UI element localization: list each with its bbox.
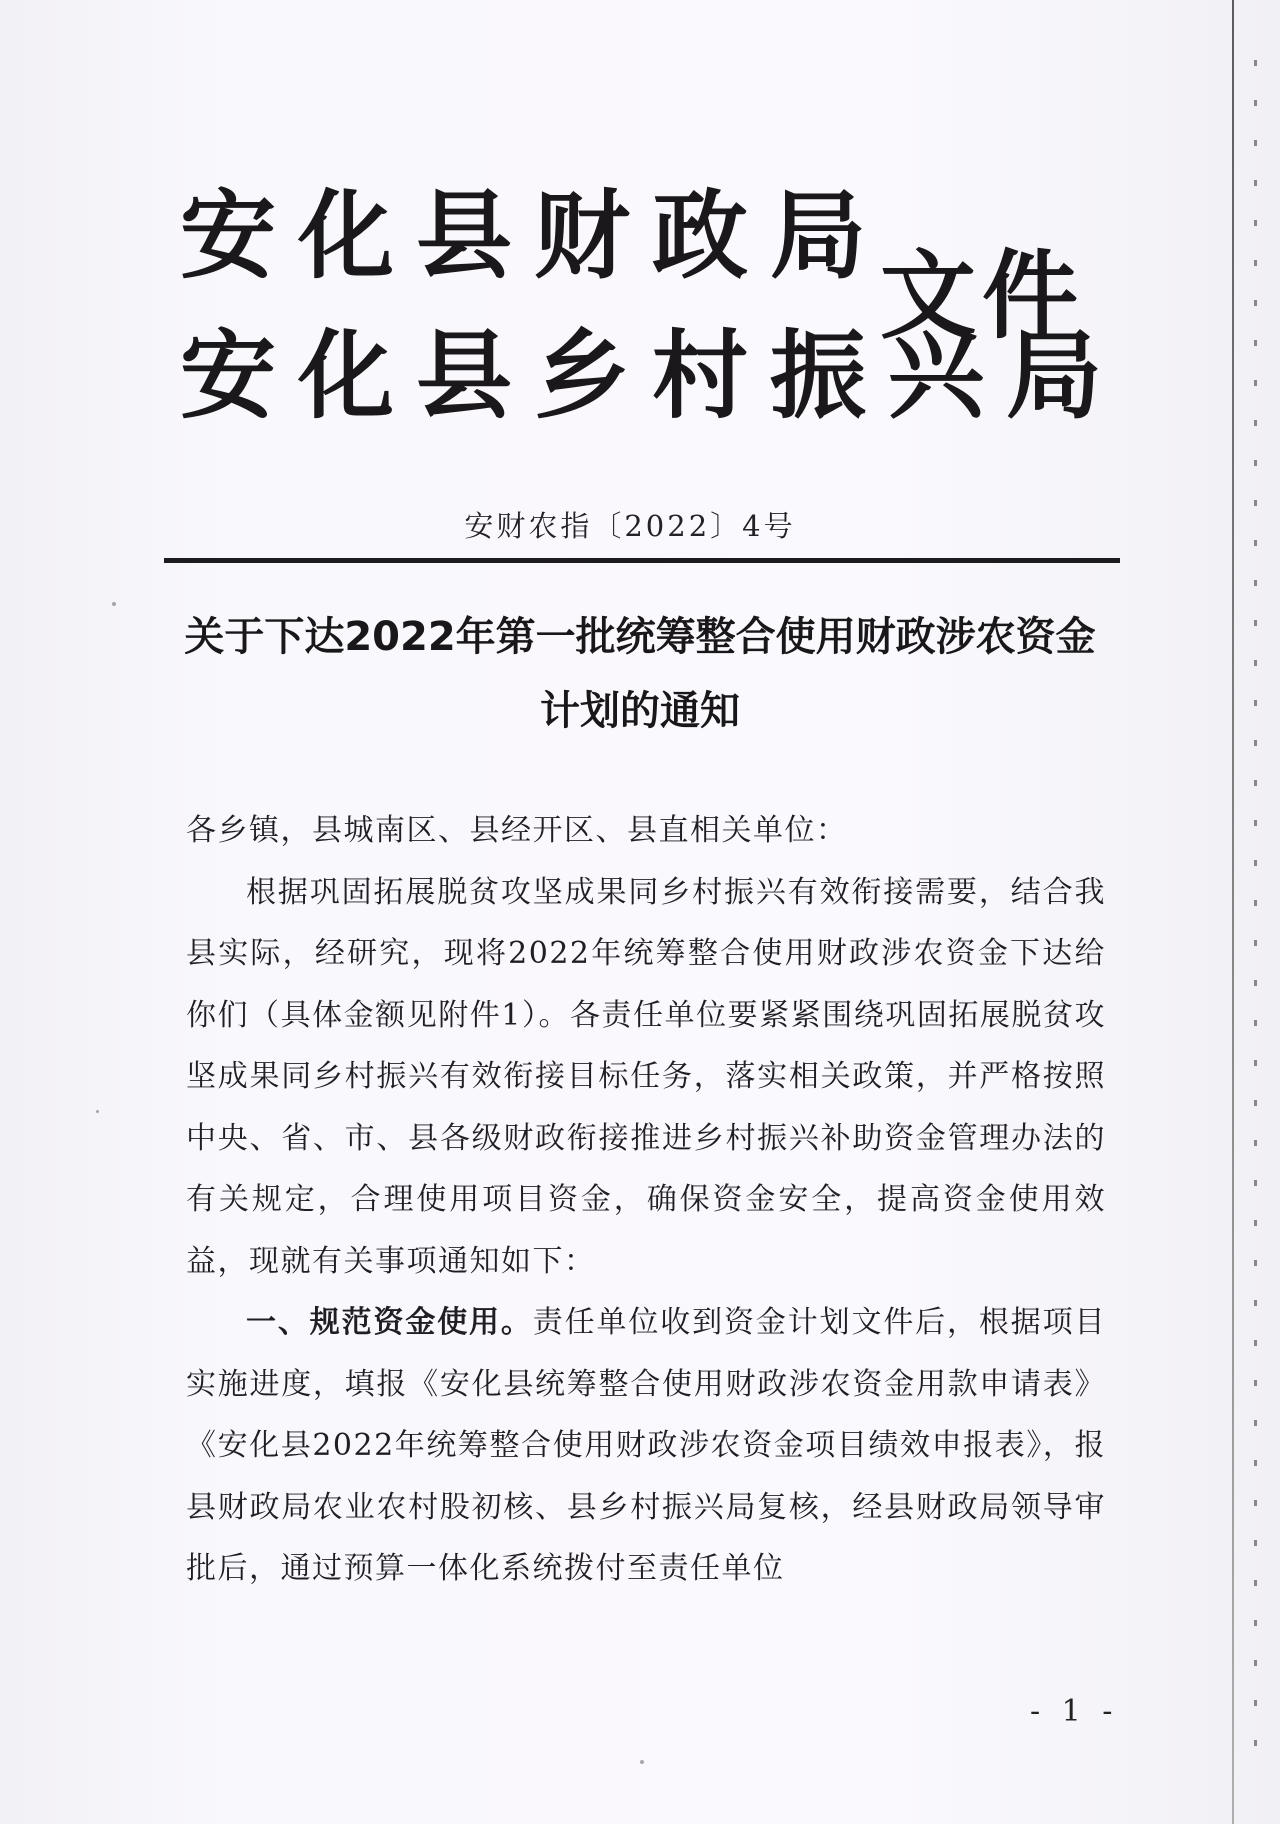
document-type-label: 文件 xyxy=(880,240,1084,352)
binding-marks xyxy=(1254,60,1257,1760)
document-body xyxy=(186,800,1106,1600)
document-header xyxy=(180,178,1124,468)
section-1 xyxy=(186,1292,1106,1600)
header-divider xyxy=(164,558,1120,563)
page-number: - 1 - xyxy=(1030,1694,1119,1729)
issuer-line-1: 安化县财政局 xyxy=(180,180,888,292)
scan-speck xyxy=(96,1110,99,1113)
issuer-line-2: 安化县乡村振兴局 xyxy=(180,320,1124,432)
paragraph-1: 根据巩固拓展脱贫攻坚成果同乡村振兴有效衔接需要，结合我县实际，经研究，现将2022年统筹整合使用财政涉农资金下达给你们（具体金额见附件1）。各责任单位要紧紧围绕巩固拓展脱贫攻坚成果同乡村振兴有效衔接目标任务，落实相关政策，并严格按照中央、省、市、县各级财政衔接推进乡村振兴补助资金管理办法的有关规定，合理使用项目资金，确保资金安全，提高资金使用效益，现就有关事项通知如下： xyxy=(186,874,1106,1279)
page-fold-edge xyxy=(1232,0,1234,1824)
scan-speck xyxy=(112,602,116,606)
salutation: 各乡镇，县城南区、县经开区、县直相关单位： xyxy=(186,813,848,848)
section-1-text: 责任单位收到资金计划文件后，根据项目实施进度，填报《安化县统筹整合使用财政涉农资金用款申请表》《安化县2022年统筹整合使用财政涉农资金项目绩效申报表》，报县财政局农业农村股初核、县乡村振兴局复核，经县财政局领导审批后，通过预算一体化系统拨付至责任单位 xyxy=(186,1305,1107,1586)
document-number: 安财农指〔2022〕4号 xyxy=(464,509,796,543)
section-1-heading: 一、规范资金使用。 xyxy=(246,1305,533,1340)
scan-speck xyxy=(640,1760,644,1764)
document-title: 关于下达2022年第一批统筹整合使用财政涉农资金计划的通知 xyxy=(184,614,1096,734)
